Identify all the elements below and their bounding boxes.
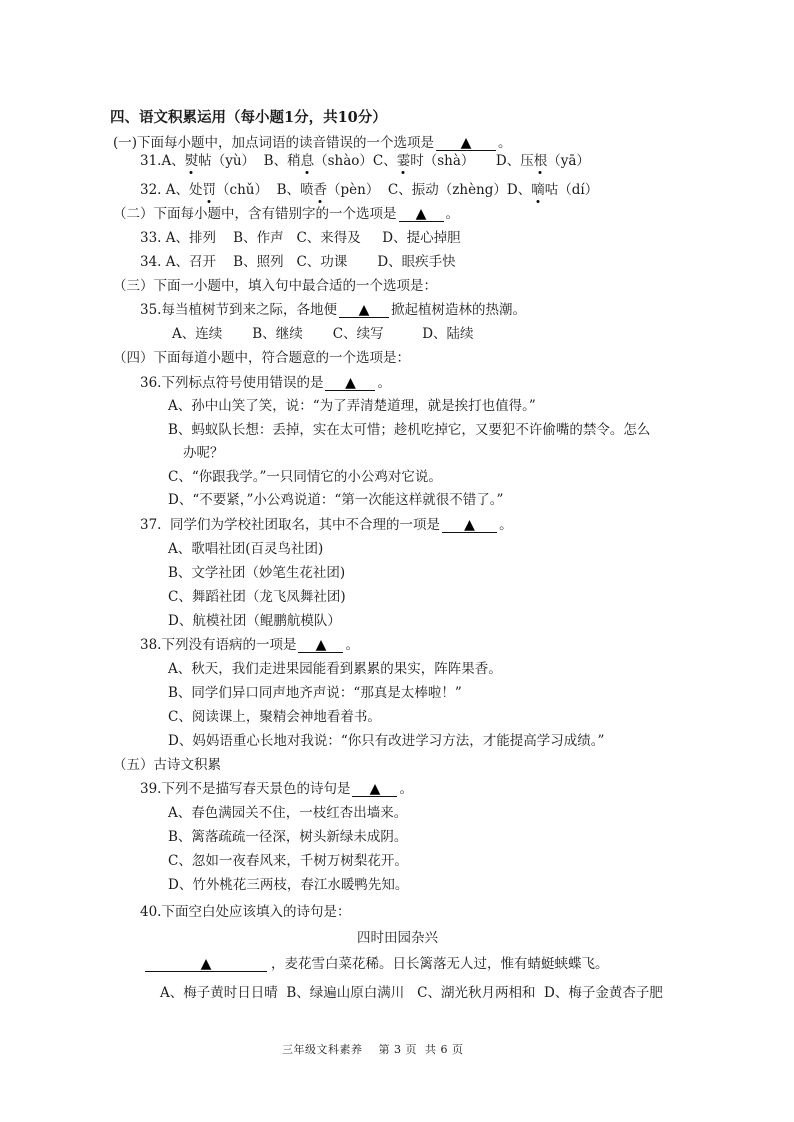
question-33: 33. A、排列 B、作声 C、来得及 D、提心掉胆	[140, 230, 461, 246]
part5-prompt: （五）古诗文积累	[113, 757, 221, 773]
part1-prompt: (一)下面每小题中，加点词语的读音错误的一个选项是 ▲ 。	[113, 135, 512, 151]
triangle-icon: ▲	[345, 375, 356, 391]
answer-blank[interactable]	[298, 638, 343, 653]
answer-blank[interactable]	[442, 518, 497, 533]
option-37d: D、航模社团（鲲鹏航模队）	[168, 613, 341, 629]
option-36c: C、“你跟我学。”一只同情它的小公鸡对它说。	[168, 469, 442, 485]
option-36a: A、孙中山笑了笑，说：“为了弄清楚道理，就是挨打也值得。”	[168, 398, 536, 414]
option-38b: B、同学们异口同声地齐声说：“那真是太棒啦！”	[168, 685, 462, 701]
question-34: 34. A、召开 B、照列 C、功课 D、眼疾手快	[140, 254, 456, 270]
option-36b: B、蚂蚁队长想：丢掉，实在太可惜；趁机吃掉它，又要犯不许偷嘴的禁令。怎么	[168, 422, 651, 438]
option-39b: B、篱落疏疏一径深，树头新绿未成阴。	[168, 829, 408, 845]
option-37b: B、文学社团（妙笔生花社团)	[168, 565, 346, 581]
option-39c: C、忽如一夜春风来，千树万树梨花开。	[168, 853, 408, 869]
answer-blank[interactable]	[339, 303, 389, 318]
question-36: 36.下列标点符号使用错误的是 ▲ 。	[140, 375, 391, 391]
question-31: 31.A、熨帖（yù） B、稍息（shào）C、霎时（shà） D、压根（yā）	[140, 153, 590, 169]
question-37: 37. 同学们为学校社团取名，其中不合理的一项是 ▲ 。	[140, 517, 513, 533]
question-38: 38.下列没有语病的一项是 ▲ 。	[140, 637, 359, 653]
triangle-icon: ▲	[460, 135, 472, 151]
question-35-options: A、连续 B、继续 C、续写 D、陆续	[172, 326, 474, 342]
part3-prompt: （三）下面一小题中，填入句中最合适的一个选项是：	[113, 278, 437, 294]
poem-line: ▲ ，麦花雪白菜花稀。日长篱落无人过，惟有蜻蜓蛱蝶飞。	[145, 955, 609, 973]
part2-prompt: （二）下面每小题中，含有错别字的一个选项是 ▲ 。	[113, 206, 459, 222]
question-40: 40.下面空白处应该填入的诗句是：	[140, 904, 351, 920]
triangle-icon: ▲	[200, 956, 212, 972]
option-39a: A、春色满园关不住，一枝红杏出墙来。	[168, 805, 408, 821]
option-38d: D、妈妈语重心长地对我说：“你只有改进学习方法，才能提高学习成绩。”	[168, 733, 605, 749]
triangle-icon: ▲	[358, 302, 370, 318]
option-36b-cont: 办呢？	[183, 445, 224, 461]
option-36d: D、“不要紧，”小公鸡说道：“第一次能这样就很不错了。”	[168, 492, 504, 508]
question-32: 32. A、处罚（chǔ） B、喷香（pèn） C、振动（zhèng）D、嘀咕（dí）	[140, 182, 599, 198]
answer-blank[interactable]	[145, 957, 267, 972]
section-title: 四、语文积累运用（每小题1分，共10分）	[110, 109, 387, 126]
answer-blank[interactable]	[436, 136, 496, 151]
option-37a: A、歌唱社团(百灵鸟社团)	[168, 541, 324, 557]
triangle-icon: ▲	[464, 517, 475, 533]
answer-blank[interactable]	[399, 207, 444, 222]
option-38a: A、秋天，我们走进果园能看到累累的果实，阵阵果香。	[168, 661, 502, 677]
question-40-options: A、梅子黄时日日晴 B、绿遍山原白满川 C、湖光秋月两相和 D、梅子金黄杏子肥	[160, 985, 663, 1001]
question-39: 39.下列不是描写春天景色的诗句是 ▲ 。	[140, 781, 413, 797]
answer-blank[interactable]	[352, 782, 397, 797]
option-37c: C、舞蹈社团（龙飞凤舞社团)	[168, 589, 346, 605]
part4-prompt: （四）下面每道小题中，符合题意的一个选项是：	[113, 350, 410, 366]
triangle-icon: ▲	[369, 781, 381, 797]
question-35: 35.每当植树节到来之际，各地便 ▲ 掀起植树造林的热潮。	[140, 302, 526, 318]
option-39d: D、竹外桃花三两枝，春江水暖鸭先知。	[168, 877, 409, 893]
answer-blank[interactable]	[325, 376, 375, 391]
triangle-icon: ▲	[315, 637, 327, 653]
triangle-icon: ▲	[415, 206, 427, 222]
option-38c: C、阅读课上，聚精会神地看着书。	[168, 709, 381, 725]
page-footer: 三年级文科素养 第 3 页 共 6 页	[282, 1043, 464, 1056]
poem-title: 四时田园杂兴	[357, 930, 438, 946]
